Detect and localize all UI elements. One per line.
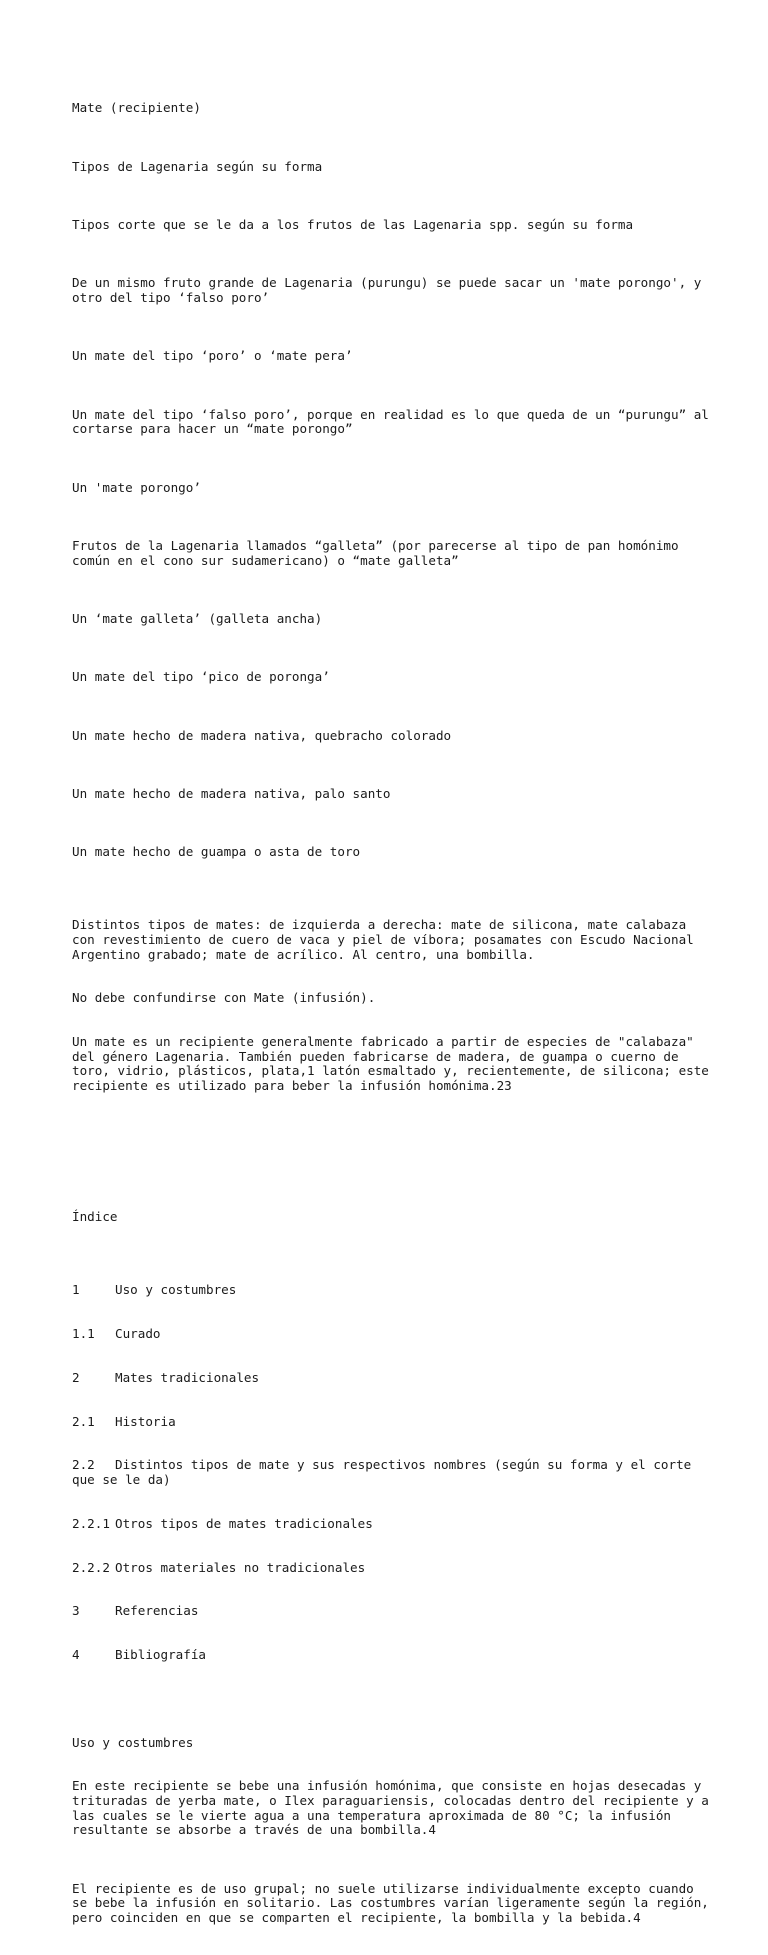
spacer bbox=[72, 1137, 712, 1166]
toc-text: Historia bbox=[115, 1413, 176, 1429]
intro-paragraph: Distintos tipos de mates: de izquierda a derecha: mate de silicona, mate calabaza con revestimiento de cuero de vaca y piel de víbora; posamates con Escudo Nacional Argentino grabado; mate de acrílico. Al centro, una bombilla. bbox=[72, 917, 702, 962]
toc-number: 2.2 bbox=[72, 1457, 95, 1473]
toc-number: 1 bbox=[72, 1282, 80, 1298]
toc-text: Curado bbox=[115, 1326, 161, 1342]
toc-item bbox=[72, 1517, 712, 1532]
toc-item bbox=[72, 1327, 712, 1342]
toc-title: Índice bbox=[72, 1209, 118, 1225]
doc-title: Mate (recipiente) bbox=[72, 100, 201, 116]
toc-text: Otros materiales no tradicionales bbox=[115, 1559, 366, 1575]
toc-number: 1.1 bbox=[72, 1326, 95, 1342]
toc-item bbox=[72, 1561, 712, 1576]
paragraph: Un mate hecho de guampa o asta de toro bbox=[72, 844, 361, 860]
toc-item bbox=[72, 1415, 712, 1430]
toc-number: 2 bbox=[72, 1369, 80, 1385]
paragraph: Tipos corte que se le da a los frutos de las Lagenaria spp. según su forma bbox=[72, 216, 634, 232]
paragraph: Un mate del tipo ‘poro’ o ‘mate pera’ bbox=[72, 348, 353, 364]
paragraph: Un mate del tipo ‘falso poro’, porque en realidad es lo que queda de un “purungu” al cortarse para hacer un “mate porongo” bbox=[72, 406, 717, 437]
intro-paragraph: Un mate es un recipiente generalmente fabricado a partir de especies de "calabaza" del género Lagenaria. También pueden fabricarse de madera, de guampa o cuerno de toro, vidrio, plásticos, plata,1 latón esmaltado y, recientemente, de silicona; este recipiente es utilizado para beber la infusión homónima.23 bbox=[72, 1034, 717, 1093]
paragraph: El recipiente es de uso grupal; no suele utilizarse individualmente excepto cuando se bebe la infusión en solitario. Las costumbres varían ligeramente según la región, pero coinciden en que se comparten el recipiente, la bombilla y la bebida.4 bbox=[72, 1880, 717, 1925]
paragraph: De un mismo fruto grande de Lagenaria (purungu) se puede sacar un 'mate porongo', y otro del tipo ‘falso poro’ bbox=[72, 275, 709, 305]
paragraph: Un mate hecho de madera nativa, quebracho colorado bbox=[72, 727, 452, 743]
toc-item bbox=[72, 1458, 712, 1487]
paragraph: Frutos de la Lagenaria llamados “galleta” (por parecerse al tipo de pan homónimo común en el cono sur sudamericano) o “mate galleta” bbox=[72, 538, 687, 568]
toc-number: 4 bbox=[72, 1647, 80, 1663]
intro-paragraph: No debe confundirse con Mate (infusión). bbox=[72, 990, 376, 1006]
toc-item bbox=[72, 1648, 712, 1663]
paragraph: En este recipiente se bebe una infusión homónima, que consiste en hojas desecadas y trituradas de yerba mate, o Ilex paraguariensis, colocadas dentro del recipiente y a las cuales se le vierte agua a una temperatura aproximada de 80 °C; la infusión resultante se absorbe a través de una bombilla.4 bbox=[72, 1778, 717, 1838]
table-of-contents bbox=[72, 1254, 712, 1692]
section-heading: Uso y costumbres bbox=[72, 1734, 194, 1750]
toc-text: Distintos tipos de mate y sus respectivos nombres (según su forma y el corte que se le da) bbox=[72, 1457, 699, 1487]
toc-number: 2.1 bbox=[72, 1413, 95, 1429]
paragraph: Un ‘mate galleta’ (galleta ancha) bbox=[72, 610, 323, 626]
toc-text: Referencias bbox=[115, 1603, 199, 1619]
toc-text: Bibliografía bbox=[115, 1647, 206, 1663]
toc-item bbox=[72, 1371, 712, 1386]
toc-text: Otros tipos de mates tradicionales bbox=[115, 1515, 373, 1531]
toc-item bbox=[72, 1283, 712, 1298]
paragraph: Un mate del tipo ‘pico de poronga’ bbox=[72, 669, 330, 685]
paragraph: Tipos de Lagenaria según su forma bbox=[72, 158, 323, 174]
toc-number: 2.2.2 bbox=[72, 1559, 110, 1575]
toc-text: Uso y costumbres bbox=[115, 1282, 237, 1298]
toc-item bbox=[72, 1604, 712, 1619]
paragraph: Un 'mate porongo’ bbox=[72, 479, 201, 495]
document-page bbox=[72, 72, 717, 1955]
toc-text: Mates tradicionales bbox=[115, 1369, 260, 1385]
paragraph: Un mate hecho de madera nativa, palo santo bbox=[72, 786, 391, 802]
toc-number: 2.2.1 bbox=[72, 1515, 110, 1531]
toc-number: 3 bbox=[72, 1603, 80, 1619]
